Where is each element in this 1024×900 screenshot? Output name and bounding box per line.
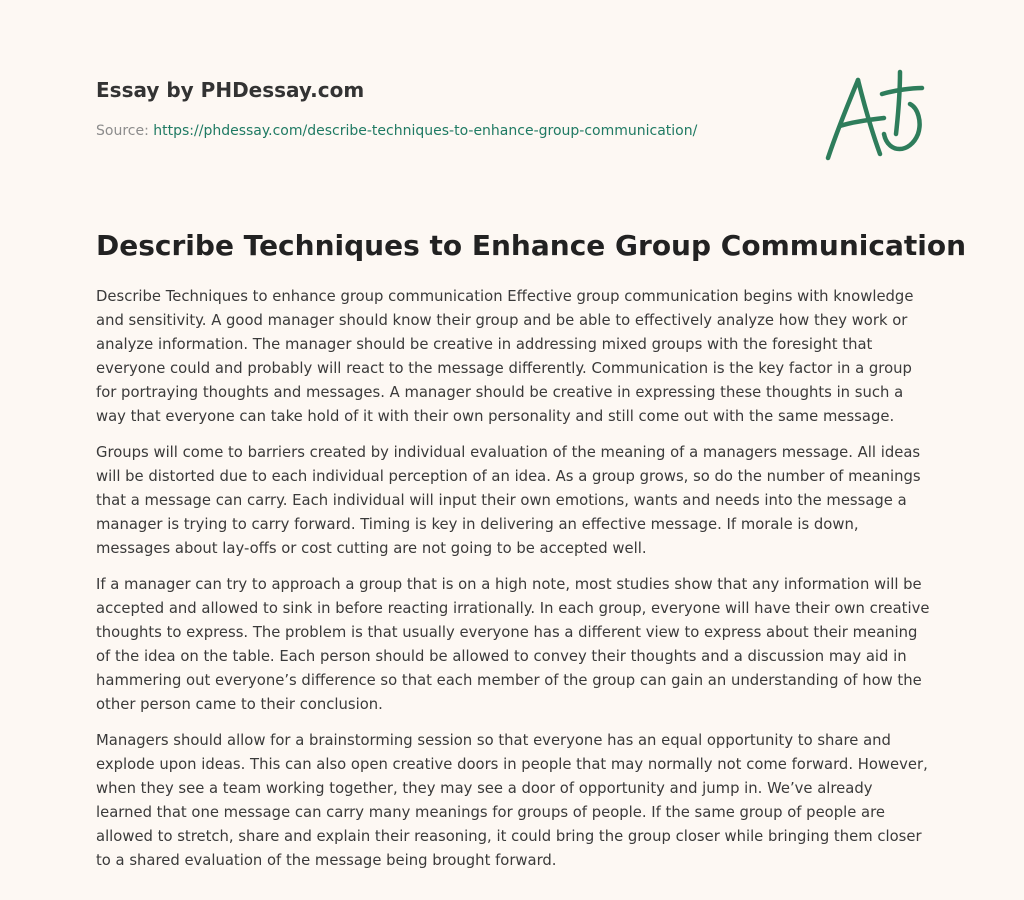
logo-swoosh <box>884 104 920 149</box>
logo-a-crossbar <box>840 118 884 126</box>
page-header <box>96 72 796 141</box>
article-paragraph: Managers should allow for a brainstorming session so that everyone has an equal opportunity to share and explode upon ideas. This can also open creative doors in people that may normally not come forward. However, when they see a team working together, they may see a door of opportunity and jump in. We’ve already learned that one message can carry many meanings for groups of people. If the same group of people are allowed to stretch, share and explain their reasoning, it could bring the group closer while bringing them closer to a shared evaluation of the message being brought forward. <box>96 732 928 869</box>
article-paragraph: If a manager can try to approach a group that is on a high note, most studies show that any information will be accepted and allowed to sink in before reacting irrationally. In each group, everyone will have their own creative thoughts to express. The problem is that usually everyone has a different view to express about their meaning of the idea on the table. Each person should be allowed to convey their thoughts and a discussion may aid in hammering out everyone’s difference so that each member of the group can gain an understanding of how the other person came to their conclusion. <box>96 576 930 713</box>
source-label: Source: <box>96 123 154 139</box>
logo-plus-vertical <box>896 72 900 134</box>
site-title: Essay by PHDessay.com <box>96 78 365 102</box>
article-paragraph: Groups will come to barriers created by individual evaluation of the meaning of a managers message. All ideas will be distorted due to each individual perception of an idea. As a group grows, so do the number of meanings that a message can carry. Each individual will input their own emotions, wants and needs into the message a manager is trying to carry forward. Timing is key in delivering an effective message. If morale is down, messages about lay-offs or cost cutting are not going to be accepted well. <box>96 444 921 557</box>
a-plus-logo-svg <box>818 64 930 168</box>
source-link[interactable]: https://phdessay.com/describe-techniques-to-enhance-group-communication/ <box>153 123 698 139</box>
logo-plus-horizontal <box>882 88 922 94</box>
source-line <box>96 121 796 141</box>
a-plus-grade-icon <box>818 64 930 168</box>
article-body <box>96 285 930 885</box>
article-title: Describe Techniques to Enhance Group Communication <box>96 229 967 262</box>
article-paragraph: Describe Techniques to enhance group communication Effective group communication begins with knowledge and sensitivity. A good manager should know their group and be able to effectively analyze how they work or analyze information. The manager should be creative in addressing mixed groups with the foresight that everyone could and probably will react to the message differently. Communication is the key factor in a group for portraying thoughts and messages. A manager should be creative in expressing these thoughts in such a way that everyone can take hold of it with their own personality and still come out with the same message. <box>96 288 914 425</box>
logo-a-left-stroke <box>828 80 858 158</box>
